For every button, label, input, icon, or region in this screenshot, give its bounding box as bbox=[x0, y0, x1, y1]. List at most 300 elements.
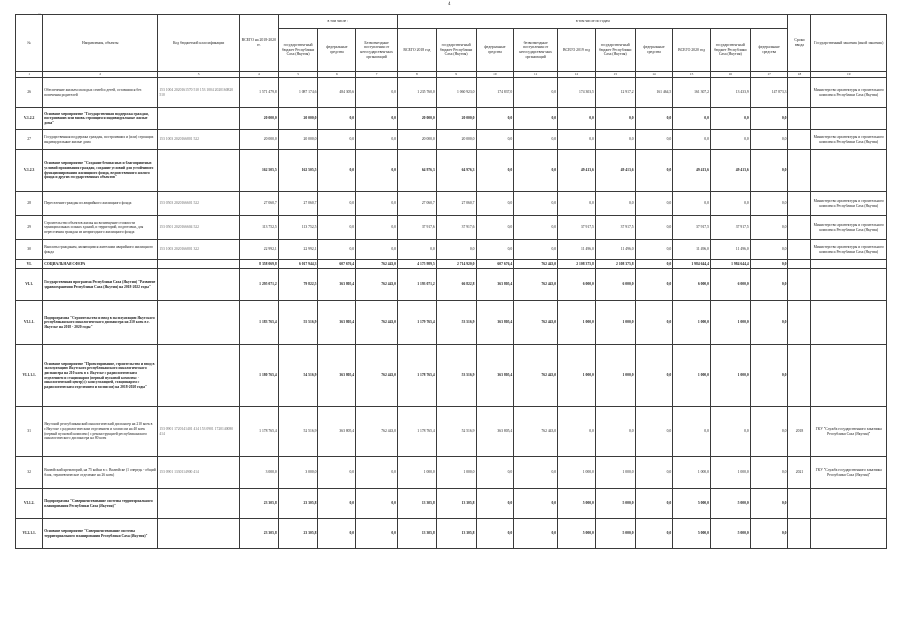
table-row bbox=[16, 192, 887, 216]
row-2019-total-cell: 49 413,6 bbox=[558, 150, 596, 192]
row-2020-state-cell: 1 984 644,4 bbox=[710, 260, 750, 269]
row-2019-federal-cell: 0,0 bbox=[635, 130, 673, 150]
row-nongov-cell: 762 443,0 bbox=[356, 260, 398, 269]
table-section-row bbox=[16, 489, 887, 519]
row-total-cell: 1 178 765,4 bbox=[239, 407, 278, 457]
row-2018-nongov-cell: 762 443,0 bbox=[514, 345, 558, 407]
row-2019-total-cell: 1 000,0 bbox=[558, 345, 596, 407]
row-2018-federal-cell: 363 805,4 bbox=[476, 301, 514, 345]
row-2018-nongov-cell: 0,0 bbox=[514, 489, 558, 519]
row-2020-total-cell: 0,0 bbox=[673, 407, 711, 457]
row-2019-federal-cell: 0,0 bbox=[635, 345, 673, 407]
row-2018-federal-cell: 607 676,4 bbox=[476, 260, 514, 269]
table-section-row bbox=[16, 260, 887, 269]
row-name-cell: Основное мероприятие "Проектирование, строительство и ввод в эксплуатацию Якутского республиканского онкологического диспансера на 210 коек в г. Якутске с радиологическим отделением и стационаром (первый пусковой комплекс - онкологический центр) (с консультацией, стационаром с радиологическим отделением и хосписом) на 2018-2020 годы" bbox=[43, 345, 158, 407]
row-customer-cell: ГКУ "Служба государственного заказчика Республики Саха (Якутия)" bbox=[811, 407, 887, 457]
table-section-row bbox=[16, 519, 887, 549]
row-2020-federal-cell: 0,0 bbox=[750, 130, 788, 150]
row-2019-total-cell: 0,0 bbox=[558, 130, 596, 150]
column-index-cell: 15 bbox=[673, 72, 711, 78]
row-number-cell: VI.1.1. bbox=[16, 301, 43, 345]
row-2018-nongov-cell: 0,0 bbox=[514, 192, 558, 216]
row-customer-cell bbox=[811, 345, 887, 407]
row-2018-state-cell: 2 714 920,0 bbox=[436, 260, 476, 269]
row-2018-nongov-cell: 0,0 bbox=[514, 457, 558, 489]
row-2018-state-cell: 1 000,0 bbox=[436, 457, 476, 489]
row-2019-state-cell: 5 000,0 bbox=[595, 519, 635, 549]
row-name-cell: Строительство объектов жилья на возмещение стоимости муниципальных и иных зданий, и территорий, подготовки, для переселения граждан из непригодного жилищного фонда bbox=[43, 216, 158, 240]
table-body bbox=[16, 72, 887, 549]
row-name-cell: Якутский республиканский онкологический диспансер на 210 коек в г.Якутске с радиологическим отделением и хосписом на 40 коек (первый пусковой комплекс) с реконструкцией республиканского онкологического диспансера на 80 коек bbox=[43, 407, 158, 457]
row-2020-state-cell: 6 000,0 bbox=[710, 269, 750, 301]
row-2020-total-cell: 11 496,0 bbox=[673, 240, 711, 260]
row-name-cell: Подпрограмма "Совершенствование системы территориального планирования Республики Саха (Якутия)" bbox=[43, 489, 158, 519]
row-2019-federal-cell: 0,0 bbox=[635, 519, 673, 549]
row-federal-cell: 0,0 bbox=[318, 192, 356, 216]
row-federal-cell: 363 805,4 bbox=[318, 345, 356, 407]
row-2019-federal-cell: 0,0 bbox=[635, 108, 673, 130]
row-term-cell bbox=[788, 489, 811, 519]
row-federal-cell: 363 805,4 bbox=[318, 407, 356, 457]
row-2019-state-cell: 0,0 bbox=[595, 130, 635, 150]
table-row bbox=[16, 130, 887, 150]
row-2020-state-cell: 0,0 bbox=[710, 192, 750, 216]
row-budget-code-cell bbox=[158, 150, 240, 192]
row-2018-federal-cell: 0,0 bbox=[476, 519, 514, 549]
row-2019-state-cell: 2 108 375,8 bbox=[595, 260, 635, 269]
row-federal-cell: 0,0 bbox=[318, 216, 356, 240]
row-number-cell: 26 bbox=[16, 78, 43, 108]
row-state-budget-cell: 27 060,7 bbox=[278, 192, 318, 216]
row-state-budget-cell: 52 516,9 bbox=[278, 407, 318, 457]
row-federal-cell: 363 805,4 bbox=[318, 301, 356, 345]
row-2018-federal-cell: 363 805,4 bbox=[476, 345, 514, 407]
year-2019-state-header: государствен-ный бюджет Республики Саха (Якутия) bbox=[595, 29, 635, 72]
row-total-cell: 1 571 479,8 bbox=[239, 78, 278, 108]
corner-mark: ... bbox=[38, 10, 41, 15]
row-term-cell: 2021 bbox=[788, 457, 811, 489]
row-2020-federal-cell: 0,0 bbox=[750, 519, 788, 549]
row-2020-state-cell: 13 433,9 bbox=[710, 78, 750, 108]
row-term-cell bbox=[788, 108, 811, 130]
row-2020-state-cell: 0,0 bbox=[710, 130, 750, 150]
row-2019-total-cell: 11 496,0 bbox=[558, 240, 596, 260]
row-total-cell: 3 000,0 bbox=[239, 457, 278, 489]
row-2018-nongov-cell: 0,0 bbox=[514, 130, 558, 150]
row-2020-state-cell: 1 000,0 bbox=[710, 301, 750, 345]
row-2019-state-cell: 6 000,0 bbox=[595, 269, 635, 301]
column-index-cell: 8 bbox=[398, 72, 437, 78]
row-2019-total-cell: 1 000,0 bbox=[558, 457, 596, 489]
row-customer-cell: Министерство архитектуры и строительного комплекса Республики Саха (Якутия) bbox=[811, 130, 887, 150]
row-nongov-cell: 762 443,0 bbox=[356, 345, 398, 407]
row-total-cell: 113 752,5 bbox=[239, 216, 278, 240]
row-2020-total-cell: 1 984 644,4 bbox=[673, 260, 711, 269]
row-term-cell bbox=[788, 345, 811, 407]
row-budget-code-cell: 153 1003 2020166801 522 bbox=[158, 130, 240, 150]
row-federal-cell: 363 805,4 bbox=[318, 269, 356, 301]
row-2019-federal-cell: 0,0 bbox=[635, 489, 673, 519]
row-state-budget-cell: 3 000,0 bbox=[278, 457, 318, 489]
row-number-cell: VI. bbox=[16, 260, 43, 269]
row-total-cell: 1 180 765,4 bbox=[239, 345, 278, 407]
row-total-cell: 23 305,8 bbox=[239, 489, 278, 519]
row-number-cell: VI.1.2. bbox=[16, 489, 43, 519]
table-row bbox=[16, 457, 887, 489]
row-number-cell: 30 bbox=[16, 240, 43, 260]
row-2019-total-cell: 1 000,0 bbox=[558, 301, 596, 345]
row-nongov-cell: 0,0 bbox=[356, 489, 398, 519]
row-2020-federal-cell: 0,0 bbox=[750, 216, 788, 240]
row-budget-code-cell: 153 0503 2020166601 522 bbox=[158, 192, 240, 216]
row-2020-federal-cell: 0,0 bbox=[750, 150, 788, 192]
col-total-header: ВСЕГО на 2018-2020 гг. bbox=[239, 15, 278, 72]
row-2019-total-cell: 0,0 bbox=[558, 108, 596, 130]
row-2018-state-cell: 27 060,7 bbox=[436, 192, 476, 216]
row-2020-federal-cell: 0,0 bbox=[750, 457, 788, 489]
table-section-row bbox=[16, 269, 887, 301]
row-nongov-cell: 0,0 bbox=[356, 192, 398, 216]
row-term-cell bbox=[788, 130, 811, 150]
col-name-header: Направления, объекты bbox=[43, 15, 158, 72]
row-budget-code-cell bbox=[158, 269, 240, 301]
header-row-groups bbox=[16, 15, 887, 29]
row-federal-cell: 0,0 bbox=[318, 130, 356, 150]
row-customer-cell bbox=[811, 519, 887, 549]
row-2018-total-cell: 20 000,0 bbox=[398, 130, 437, 150]
column-index-cell: 19 bbox=[811, 72, 887, 78]
sub-federal-header: федеральные средства bbox=[318, 29, 356, 72]
row-2019-total-cell: 2 108 375,8 bbox=[558, 260, 596, 269]
row-budget-code-cell bbox=[158, 260, 240, 269]
row-term-cell bbox=[788, 260, 811, 269]
row-state-budget-cell: 20 000,0 bbox=[278, 108, 318, 130]
row-2018-federal-cell: 0,0 bbox=[476, 192, 514, 216]
row-customer-cell bbox=[811, 150, 887, 192]
row-2018-state-cell: 53 516,9 bbox=[436, 301, 476, 345]
row-2019-total-cell: 0,0 bbox=[558, 407, 596, 457]
row-total-cell: 1 183 765,4 bbox=[239, 301, 278, 345]
row-state-budget-cell: 55 516,9 bbox=[278, 301, 318, 345]
row-customer-cell: Министерство архитектуры и строительного комплекса Республики Саха (Якутия) bbox=[811, 192, 887, 216]
row-state-budget-cell: 20 000,0 bbox=[278, 130, 318, 150]
row-name-cell: Основное мероприятие "Совершенствование системы территориального планирования Республики Саха (Якутия)" bbox=[43, 519, 158, 549]
row-2019-total-cell: 6 000,0 bbox=[558, 269, 596, 301]
row-2018-nongov-cell: 762 443,0 bbox=[514, 407, 558, 457]
row-2018-total-cell: 1 179 765,4 bbox=[398, 301, 437, 345]
col-no-header: № bbox=[16, 15, 43, 72]
row-2019-state-cell: 0,0 bbox=[595, 192, 635, 216]
row-nongov-cell: 0,0 bbox=[356, 150, 398, 192]
row-2020-state-cell: 1 000,0 bbox=[710, 457, 750, 489]
row-budget-code-cell bbox=[158, 489, 240, 519]
row-state-budget-cell: 22 992,1 bbox=[278, 240, 318, 260]
row-2018-nongov-cell: 0,0 bbox=[514, 150, 558, 192]
row-2018-nongov-cell: 0,0 bbox=[514, 240, 558, 260]
row-2018-nongov-cell: 0,0 bbox=[514, 216, 558, 240]
column-index-cell: 6 bbox=[318, 72, 356, 78]
row-2018-federal-cell: 0,0 bbox=[476, 130, 514, 150]
row-federal-cell: 0,0 bbox=[318, 489, 356, 519]
row-state-budget-cell: 54 516,9 bbox=[278, 345, 318, 407]
row-nongov-cell: 762 443,0 bbox=[356, 269, 398, 301]
row-federal-cell: 484 305,6 bbox=[318, 78, 356, 108]
row-2018-total-cell: 13 305,8 bbox=[398, 489, 437, 519]
row-2020-federal-cell: 0,0 bbox=[750, 192, 788, 216]
column-index-cell: 5 bbox=[278, 72, 318, 78]
row-2018-federal-cell: 363 805,4 bbox=[476, 269, 514, 301]
row-2020-federal-cell: 0,0 bbox=[750, 489, 788, 519]
row-name-cell: Выплаты гражданам, являющимся жителями аварийного жилищного фонда bbox=[43, 240, 158, 260]
row-state-budget-cell: 162 505,5 bbox=[278, 150, 318, 192]
row-2020-state-cell: 5 000,0 bbox=[710, 519, 750, 549]
table-section-row bbox=[16, 108, 887, 130]
row-total-cell: 22 992,1 bbox=[239, 240, 278, 260]
row-total-cell: 23 305,8 bbox=[239, 519, 278, 549]
row-term-cell bbox=[788, 192, 811, 216]
row-2018-total-cell: 1 235 760,0 bbox=[398, 78, 437, 108]
row-2020-total-cell: 161 307,2 bbox=[673, 78, 711, 108]
group-total-header: в том числе : bbox=[278, 15, 397, 29]
row-2020-total-cell: 1 000,0 bbox=[673, 457, 711, 489]
row-nongov-cell: 0,0 bbox=[356, 130, 398, 150]
row-number-cell: 28 bbox=[16, 192, 43, 216]
row-number-cell: 27 bbox=[16, 130, 43, 150]
row-2018-nongov-cell: 0,0 bbox=[514, 108, 558, 130]
row-2019-federal-cell: 0,0 bbox=[635, 457, 673, 489]
row-federal-cell: 0,0 bbox=[318, 519, 356, 549]
row-2019-federal-cell: 0,0 bbox=[635, 216, 673, 240]
row-2018-state-cell: 53 516,9 bbox=[436, 345, 476, 407]
table-row bbox=[16, 407, 887, 457]
row-2018-state-cell: 13 305,8 bbox=[436, 489, 476, 519]
row-term-cell bbox=[788, 216, 811, 240]
column-index-cell: 1 bbox=[16, 72, 43, 78]
row-budget-code-cell: 153 0901 1720141401 414 153 0901 1720140080 414 bbox=[158, 407, 240, 457]
row-2020-state-cell: 49 413,6 bbox=[710, 150, 750, 192]
row-name-cell: СОЦИАЛЬНАЯ СФЕРА bbox=[43, 260, 158, 269]
row-number-cell: 29 bbox=[16, 216, 43, 240]
row-state-budget-cell: 6 017 944,3 bbox=[278, 260, 318, 269]
row-2019-total-cell: 37 917,5 bbox=[558, 216, 596, 240]
row-total-cell: 1 295 071,2 bbox=[239, 269, 278, 301]
row-budget-code-cell: 153 1003 2020166801 322 bbox=[158, 240, 240, 260]
row-2018-state-cell: 1 060 923,0 bbox=[436, 78, 476, 108]
row-total-cell: 8 358 069,8 bbox=[239, 260, 278, 269]
row-2020-total-cell: 1 000,0 bbox=[673, 301, 711, 345]
row-budget-code-cell bbox=[158, 108, 240, 130]
row-2019-state-cell: 49 413,6 bbox=[595, 150, 635, 192]
row-2018-total-cell: 1 178 765,4 bbox=[398, 407, 437, 457]
row-customer-cell: Министерство архитектуры и строительного комплекса Республики Саха (Якутия) bbox=[811, 240, 887, 260]
row-budget-code-cell: 153 0901 1330114900 414 bbox=[158, 457, 240, 489]
row-state-budget-cell: 23 305,8 bbox=[278, 489, 318, 519]
year-2020-federal-header: федеральные средства bbox=[750, 29, 788, 72]
row-name-cell: Основное мероприятие "Государственная поддержка граждан, построивших или вновь строящихся индивидуальные жилые дома" bbox=[43, 108, 158, 130]
row-budget-code-cell bbox=[158, 301, 240, 345]
row-number-cell: V.1.2.3 bbox=[16, 150, 43, 192]
row-2020-federal-cell: 0,0 bbox=[750, 108, 788, 130]
table-row bbox=[16, 240, 887, 260]
row-2018-federal-cell: 0,0 bbox=[476, 108, 514, 130]
row-2020-federal-cell: 0,0 bbox=[750, 269, 788, 301]
row-2020-state-cell: 5 000,0 bbox=[710, 489, 750, 519]
col-term-header: Сроки ввода bbox=[788, 15, 811, 72]
row-2019-total-cell: 174 303,5 bbox=[558, 78, 596, 108]
year-2019-federal-header: федеральные средства bbox=[635, 29, 673, 72]
page-number: 4 bbox=[448, 2, 451, 7]
row-2018-federal-cell: 0,0 bbox=[476, 216, 514, 240]
row-federal-cell: 0,0 bbox=[318, 457, 356, 489]
row-2018-total-cell: 4 175 989,5 bbox=[398, 260, 437, 269]
row-2018-state-cell: 13 305,8 bbox=[436, 519, 476, 549]
row-name-cell: Государственная программа Республики Саха (Якутия) "Развитие здравоохранения Республики Саха (Якутия) на 2018-2022 годы" bbox=[43, 269, 158, 301]
row-2018-state-cell: 37 917,6 bbox=[436, 216, 476, 240]
row-2018-nongov-cell: 0,0 bbox=[514, 78, 558, 108]
row-2020-state-cell: 1 000,0 bbox=[710, 345, 750, 407]
col-budget-code-header: Код бюджетной классификации bbox=[158, 15, 240, 72]
year-2019-total-header: ВСЕГО 2019 год bbox=[558, 29, 596, 72]
row-nongov-cell: 0,0 bbox=[356, 457, 398, 489]
table-section-row bbox=[16, 301, 887, 345]
row-2020-total-cell: 6 000,0 bbox=[673, 269, 711, 301]
row-2018-total-cell: 1 000,0 bbox=[398, 457, 437, 489]
row-2019-state-cell: 1 000,0 bbox=[595, 301, 635, 345]
row-2020-state-cell: 0,0 bbox=[710, 407, 750, 457]
row-nongov-cell: 0,0 bbox=[356, 78, 398, 108]
row-budget-code-cell bbox=[158, 519, 240, 549]
row-2018-total-cell: 0,0 bbox=[398, 240, 437, 260]
col-customer-header: Государственный заказчик (иной заказчик) bbox=[811, 15, 887, 72]
row-2020-federal-cell: 0,0 bbox=[750, 260, 788, 269]
row-2018-state-cell: 64 976,3 bbox=[436, 150, 476, 192]
row-2019-state-cell: 11 496,0 bbox=[595, 240, 635, 260]
row-2020-federal-cell: 147 873,3 bbox=[750, 78, 788, 108]
row-2020-total-cell: 0,0 bbox=[673, 108, 711, 130]
column-index-cell: 17 bbox=[750, 72, 788, 78]
row-customer-cell bbox=[811, 301, 887, 345]
row-term-cell bbox=[788, 240, 811, 260]
row-number-cell: VI.2.1.1. bbox=[16, 519, 43, 549]
year-2018-nongov-header: безвозмездные поступления от негосударствен-ных организаций bbox=[514, 29, 558, 72]
table-section-row bbox=[16, 150, 887, 192]
row-2019-federal-cell: 0,0 bbox=[635, 269, 673, 301]
column-index-cell: 4 bbox=[239, 72, 278, 78]
year-2020-state-header: государствен-ный бюджет Республики Саха (Якутия) bbox=[710, 29, 750, 72]
column-index-cell: 3 bbox=[158, 72, 240, 78]
column-index-cell: 14 bbox=[635, 72, 673, 78]
row-2020-federal-cell: 0,0 bbox=[750, 345, 788, 407]
row-nongov-cell: 0,0 bbox=[356, 240, 398, 260]
column-index-cell: 7 bbox=[356, 72, 398, 78]
row-2018-total-cell: 37 917,6 bbox=[398, 216, 437, 240]
row-2019-total-cell: 5 000,0 bbox=[558, 519, 596, 549]
row-2018-state-cell: 0,0 bbox=[436, 240, 476, 260]
row-2020-state-cell: 0,0 bbox=[710, 108, 750, 130]
row-budget-code-cell: 153 1004 2020161570 510 153 1004 2020160820 510 bbox=[158, 78, 240, 108]
row-2020-state-cell: 11 496,0 bbox=[710, 240, 750, 260]
row-2019-federal-cell: 0,0 bbox=[635, 150, 673, 192]
row-nongov-cell: 0,0 bbox=[356, 519, 398, 549]
row-2018-federal-cell: 0,0 bbox=[476, 150, 514, 192]
row-federal-cell: 0,0 bbox=[318, 150, 356, 192]
row-term-cell bbox=[788, 269, 811, 301]
row-term-cell bbox=[788, 301, 811, 345]
row-2019-federal-cell: 0,0 bbox=[635, 192, 673, 216]
column-index-cell: 16 bbox=[710, 72, 750, 78]
row-2018-state-cell: 20 000,0 bbox=[436, 130, 476, 150]
row-number-cell: 31 bbox=[16, 407, 43, 457]
row-name-cell: Переселение граждан из аварийного жилищного фонда bbox=[43, 192, 158, 216]
row-2018-state-cell: 20 000,0 bbox=[436, 108, 476, 130]
row-name-cell: Вилюйский крематорий, на 75 койки в с. Вилюйске (1 очередь - общий блок, терапевтическое отделение на 26 коек) bbox=[43, 457, 158, 489]
row-2018-federal-cell: 363 805,4 bbox=[476, 407, 514, 457]
row-2020-federal-cell: 0,0 bbox=[750, 240, 788, 260]
row-2018-nongov-cell: 762 443,0 bbox=[514, 260, 558, 269]
financing-table bbox=[15, 14, 887, 549]
row-customer-cell: Министерство архитектуры и строительного комплекса Республики Саха (Якутия) bbox=[811, 216, 887, 240]
column-index-cell: 12 bbox=[558, 72, 596, 78]
row-2019-federal-cell: 0,0 bbox=[635, 260, 673, 269]
row-total-cell: 20 000,0 bbox=[239, 130, 278, 150]
sub-nongov-header: Безвозмездные поступления от негосударствен-ных организаций bbox=[356, 29, 398, 72]
row-2019-federal-cell: 161 464,5 bbox=[635, 78, 673, 108]
row-state-budget-cell: 113 752,5 bbox=[278, 216, 318, 240]
row-2020-total-cell: 0,0 bbox=[673, 192, 711, 216]
row-2020-total-cell: 49 413,6 bbox=[673, 150, 711, 192]
row-2018-total-cell: 1 193 071,2 bbox=[398, 269, 437, 301]
row-2019-state-cell: 37 917,5 bbox=[595, 216, 635, 240]
group-years-header: в том числе по годам bbox=[398, 15, 788, 29]
row-2018-state-cell: 66 822,8 bbox=[436, 269, 476, 301]
column-index-cell: 9 bbox=[436, 72, 476, 78]
row-2019-state-cell: 12 917,2 bbox=[595, 78, 635, 108]
row-customer-cell bbox=[811, 489, 887, 519]
row-2020-federal-cell: 0,0 bbox=[750, 301, 788, 345]
row-federal-cell: 0,0 bbox=[318, 108, 356, 130]
row-customer-cell bbox=[811, 260, 887, 269]
row-2018-total-cell: 64 976,3 bbox=[398, 150, 437, 192]
row-nongov-cell: 0,0 bbox=[356, 216, 398, 240]
year-2018-federal-header: федеральные средства bbox=[476, 29, 514, 72]
row-2020-federal-cell: 0,0 bbox=[750, 407, 788, 457]
table-row bbox=[16, 216, 887, 240]
row-2018-total-cell: 20 000,0 bbox=[398, 108, 437, 130]
row-customer-cell: ГКУ "Служба государственного заказчика Республики Саха (Якутия)" bbox=[811, 457, 887, 489]
row-state-budget-cell: 23 305,8 bbox=[278, 519, 318, 549]
row-state-budget-cell: 79 822,5 bbox=[278, 269, 318, 301]
row-2019-federal-cell: 0,0 bbox=[635, 301, 673, 345]
row-number-cell: VI.1.1.1. bbox=[16, 345, 43, 407]
row-customer-cell: Министерство архитектуры и строительного комплекса Республики Саха (Якутия) bbox=[811, 78, 887, 108]
row-2019-state-cell: 0,0 bbox=[595, 108, 635, 130]
row-total-cell: 27 060,7 bbox=[239, 192, 278, 216]
row-federal-cell: 0,0 bbox=[318, 240, 356, 260]
row-nongov-cell: 762 443,0 bbox=[356, 407, 398, 457]
row-term-cell bbox=[788, 519, 811, 549]
row-2018-total-cell: 27 060,7 bbox=[398, 192, 437, 216]
year-2018-state-header: государствен-ный бюджет Республики Саха (Якутия) bbox=[436, 29, 476, 72]
row-nongov-cell: 0,0 bbox=[356, 108, 398, 130]
row-budget-code-cell: 153 0501 2020166604 522 bbox=[158, 216, 240, 240]
table-row bbox=[16, 78, 887, 108]
row-term-cell: 2018 bbox=[788, 407, 811, 457]
row-2019-state-cell: 0,0 bbox=[595, 407, 635, 457]
column-index-cell: 10 bbox=[476, 72, 514, 78]
row-number-cell: VI.1. bbox=[16, 269, 43, 301]
row-2020-total-cell: 0,0 bbox=[673, 130, 711, 150]
row-2018-federal-cell: 0,0 bbox=[476, 240, 514, 260]
